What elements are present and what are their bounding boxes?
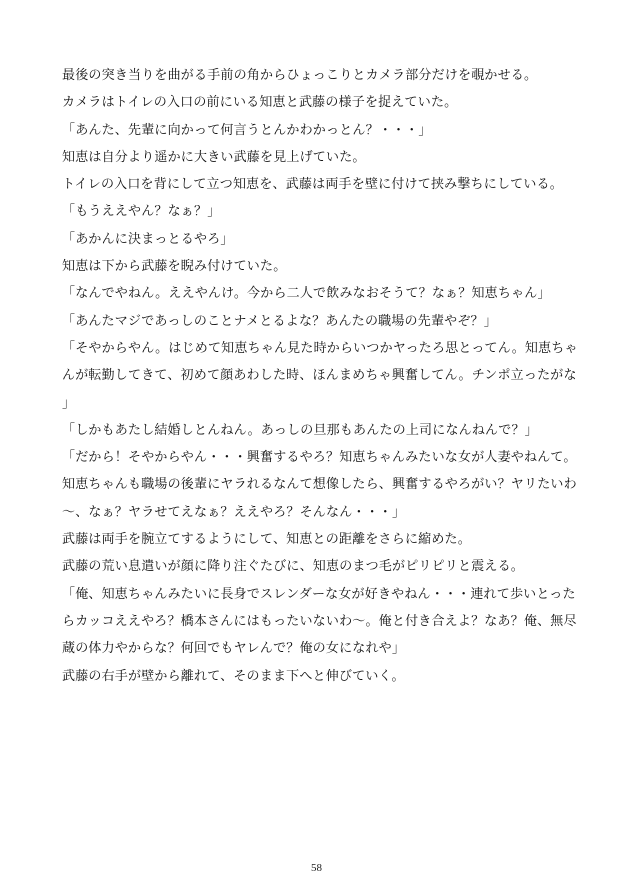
text-line: んが転勤してきて、初めて顔あわした時、ほんまめちゃ興奮してん。チンポ立ったがな xyxy=(62,368,577,384)
text-line: 「あかんに決まっとるやろ」 xyxy=(62,231,234,247)
text-line: トイレの入口を背にして立つ知恵を、武藤は両手を壁に付けて挟み撃ちにしている。 xyxy=(62,177,563,193)
text-line: 武藤の右手が壁から離れて、そのまま下へと伸びていく。 xyxy=(62,668,405,684)
text-line: 」 xyxy=(62,395,76,411)
text-line: 「しかもあたし結婚しとんねん。あっしの旦那もあんたの上司になんねんで？」 xyxy=(62,422,538,438)
text-line: 〜、なぁ？ヤラせてえなぁ？ええやろ？そんなん・・・」 xyxy=(62,504,406,520)
text-line: 「なんでやねん。ええやんけ。今から二人で飲みなおそうて？なぁ？知恵ちゃん」 xyxy=(62,286,551,302)
text-line: 「俺、知恵ちゃんみたいに長身でスレンダーな女が好きやねん・・・連れて歩いとった xyxy=(62,586,576,602)
text-line: 蔵の体力やからな？何回でもヤレんで？俺の女になれや」 xyxy=(62,641,406,657)
text-line: カメラはトイレの入口の前にいる知恵と武藤の様子を捉えていた。 xyxy=(62,95,458,111)
text-line: 「あんた、先輩に向かって何言うとんかわかっとん？・・・」 xyxy=(62,122,432,138)
text-line: 武藤の荒い息遣いが顔に降り注ぐたびに、知恵のまつ毛がピリピリと震える。 xyxy=(62,559,525,575)
text-line: 知恵は自分より遥かに大きい武藤を見上げていた。 xyxy=(62,149,366,165)
text-line: 「あんたマジであっしのことナメとるよな？あんたの職場の先輩やぞ？」 xyxy=(62,313,497,329)
body-text xyxy=(62,62,582,690)
text-line: 知恵ちゃんも職場の後輩にヤラれるなんて想像したら、興奮するやろがい？ヤリたいわ xyxy=(62,477,577,493)
page-number: 58 xyxy=(311,862,322,874)
text-line: 最後の突き当りを曲がる手前の角からひょっこりとカメラ部分だけを覗かせる。 xyxy=(62,68,538,83)
text-line: 武藤は両手を腕立てするようにして、知恵との距離をさらに縮めた。 xyxy=(62,532,471,548)
text-line: らカッコええやろ？橋本さんにはもったいないわ〜。俺と付き合えよ？なあ？俺、無尽 xyxy=(62,613,577,629)
text-line: 「だから！そやからやん・・・興奮するやろ？知恵ちゃんみたいな女が人妻やねんて。 xyxy=(62,450,577,466)
text-line: 「もうええやん？なぁ？」 xyxy=(62,204,221,220)
text-line: 「そやからやん。はじめて知恵ちゃん見た時からいつかヤったろ思とってん。知恵ちゃ xyxy=(62,340,578,356)
text-line: 知恵は下から武藤を睨み付けていた。 xyxy=(62,259,287,275)
